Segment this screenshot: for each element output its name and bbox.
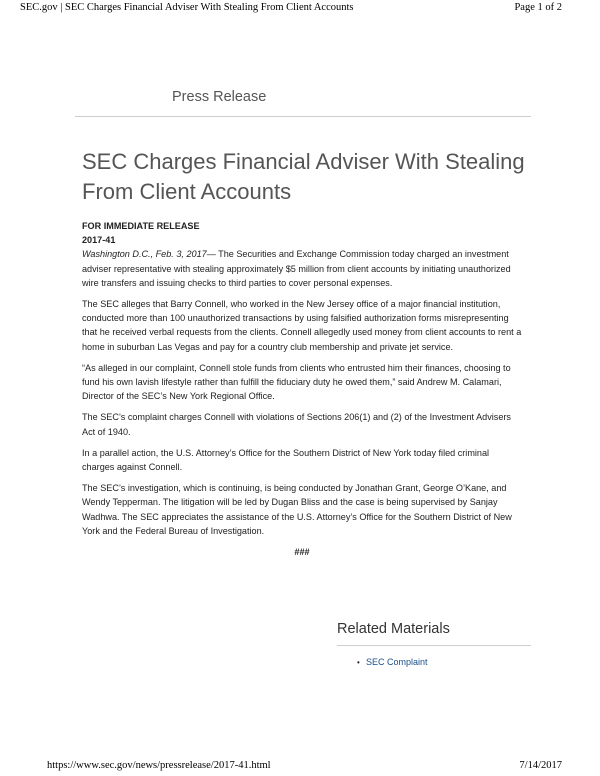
paragraph-lead	[82, 247, 522, 290]
sec-complaint-link[interactable]: SEC Complaint	[366, 657, 428, 667]
release-label: FOR IMMEDIATE RELEASE	[82, 221, 200, 231]
paragraph-4: The SEC’s complaint charges Connell with violations of Sections 206(1) and (2) of the Investment Advisers Act of 1940.	[82, 412, 511, 437]
print-header-page: Page 1 of 2	[514, 2, 562, 13]
related-materials-heading: Related Materials	[337, 621, 450, 637]
bullet-icon: •	[357, 658, 360, 667]
section-divider	[75, 116, 531, 117]
paragraph-5: In a parallel action, the U.S. Attorney’s Office for the Southern District of New York today filed criminal charges against Connell.	[82, 447, 490, 473]
dateline: Washington D.C., Feb. 3, 2017	[82, 249, 207, 260]
paragraph-1-text: The Securities and Exchange Commission today charged an investment adviser representative with stealing approximately $5 million from client accounts by initiating unauthorized wire transfers and issuing checks to third parties to cover personal expenses.	[82, 249, 511, 288]
paragraph-2: The SEC alleges that Barry Connell, who worked in the New Jersey office of a major financial institution, conducted more than 100 unauthorized transactions by using falsified authorization forms misrepresenting that he received verbal requests from the clients. Connell allegedly used money from client accounts to rent a home in suburban Las Vegas and pay for a country club membership and private jet service.	[82, 299, 522, 352]
related-divider	[337, 645, 531, 646]
print-header-title: SEC.gov | SEC Charges Financial Adviser With Stealing From Client Accounts	[20, 2, 354, 13]
section-label: Press Release	[172, 89, 267, 105]
end-mark: ###	[294, 547, 310, 558]
paragraph-3: “As alleged in our complaint, Connell stole funds from clients who entrusted him their finances, choosing to fund his own lavish lifestyle rather than fulfill the fiduciary duty he owed them,” said Andrew M. Calamari, Director of the SEC’s New York Regional Office.	[82, 362, 511, 402]
dateline-separator: —	[206, 249, 219, 260]
print-footer-date: 7/14/2017	[519, 760, 562, 771]
page-title: SEC Charges Financial Adviser With Stealing From Client Accounts	[82, 149, 525, 204]
article-body	[82, 219, 522, 559]
paragraph-6: The SEC’s investigation, which is continuing, is being conducted by Jonathan Grant, George O’Kane, and Wendy Tepperman. The litigation will be led by Dugan Bliss and the case is being supervised by Sanjay Wadhwa. The SEC appreciates the assistance of the U.S. Attorney’s Office for the Southern District of New York and the Federal Bureau of Investigation.	[82, 483, 512, 536]
release-number: 2017-41	[82, 235, 116, 246]
print-footer-url: https://www.sec.gov/news/pressrelease/2017-41.html	[47, 760, 271, 771]
